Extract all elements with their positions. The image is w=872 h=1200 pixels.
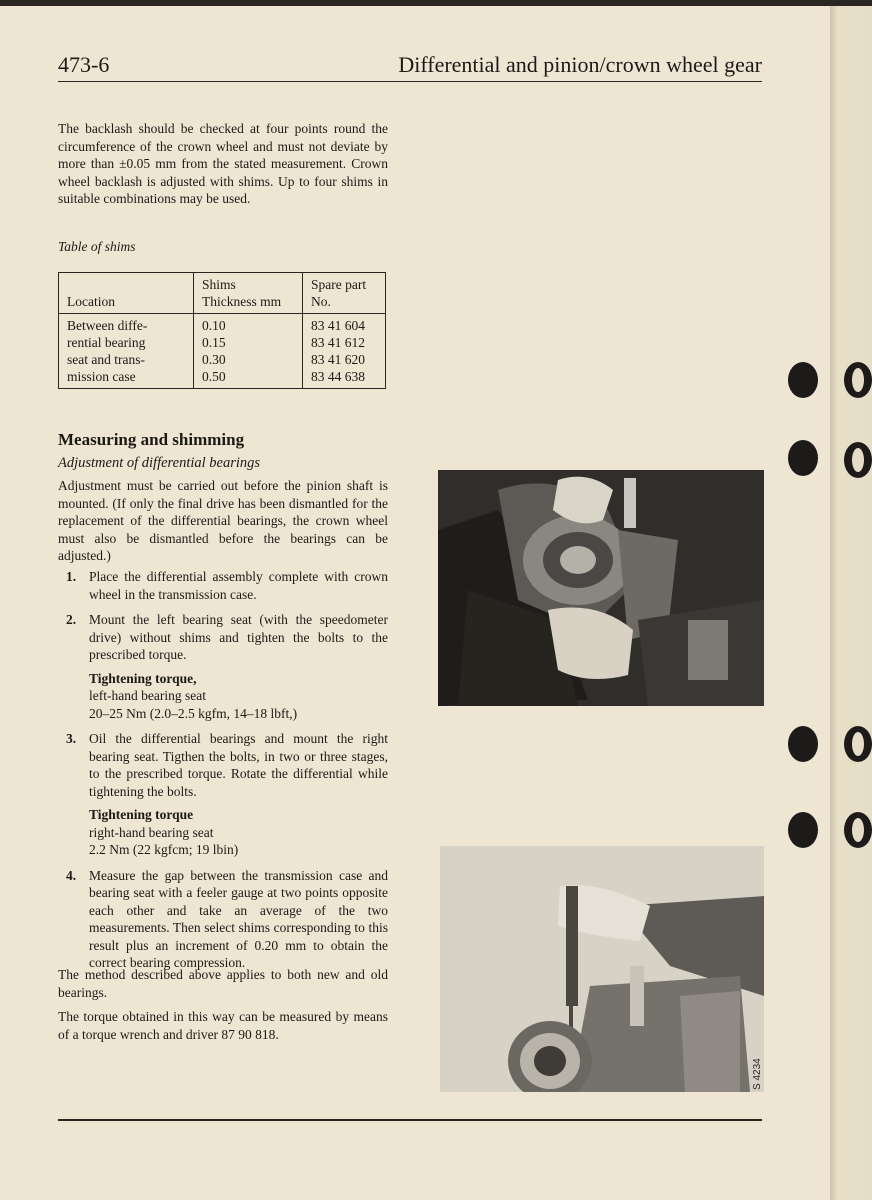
procedure-steps (58, 568, 388, 980)
table-caption: Table of shims (58, 239, 136, 254)
torque-spec-right: Tightening torque right-hand bearing seat 2.2 Nm (22 kgfcm; 19 lbin) (89, 807, 239, 857)
footer-rule (58, 1119, 762, 1121)
location-cell: Between diffe- rential bearing seat and trans- mission case (59, 314, 194, 389)
punch-hole (788, 362, 818, 398)
punch-hole (788, 726, 818, 762)
page-number: 473-6 (58, 52, 110, 77)
section-body: Adjustment must be carried out before the pinion shaft is mounted. (If only the final drive has been dismantled for the replacement of the differential bearings, the crown wheel must also be dismantled before the bearings can be adjusted.) (58, 478, 388, 563)
list-item: 4. Measure the gap between the transmission case and bearing seat with a feeler gauge at two points opposite each other and take an average of the two measurements. Then select shims corresponding to this result plus an increment of 0.20 mm to obtain the correct bearing compression. (66, 867, 388, 970)
punch-hole (844, 726, 872, 762)
column-header-location: Location (59, 273, 194, 314)
list-item: 2. Mount the left bearing seat (with the speedometer drive) without shims and tighten the bolts to the prescribed torque. Tightening torque, left-hand bearing seat 20–25 Nm (2.0–2.5 kgfm, 14–18 lbft,) (66, 612, 388, 721)
intro-text: The backlash should be checked at four points round the circumference of the crown wheel and must not deviate by more than ±0.05 mm from the stated measurement. Crown wheel backlash is adjusted with shims. Up to four shims in suitable combinations may be used. (58, 121, 388, 206)
column-header-shims: Shims Thickness mm (194, 273, 303, 314)
torque-wrench-photo (440, 846, 764, 1092)
running-title: Differential and pinion/crown wheel gear (398, 52, 762, 77)
part-number-cell: 83 41 604 83 41 612 83 41 620 83 44 638 (303, 314, 386, 389)
page-header (58, 52, 762, 82)
closing-paragraph-1: The method described above applies to both new and old bearings. (58, 967, 388, 1000)
header-rule (58, 81, 762, 82)
table-row (59, 314, 386, 389)
thickness-cell: 0.10 0.15 0.30 0.50 (194, 314, 303, 389)
list-item: 3. Oil the differential bearings and mount the right bearing seat. Tigthen the bolts, in two or three stages, to the prescribed torque. Rotate the differential while tightening the bolts. Tightening torque right-hand bearing seat 2.2 Nm (22 kgfcm; 19 lbin) (66, 731, 388, 857)
punch-hole (844, 442, 872, 478)
punch-hole (788, 440, 818, 476)
punch-hole (844, 812, 872, 848)
closing-paragraph-2: The torque obtained in this way can be measured by means of a torque wrench and driver 87 90 818. (58, 1009, 388, 1042)
differential-photo-illustration (438, 470, 764, 706)
section-heading: Measuring and shimming (58, 430, 245, 449)
figure-reference: S 4234 (752, 1058, 763, 1090)
differential-assembly-photo (438, 470, 764, 706)
torque-wrench-photo-illustration (440, 846, 764, 1092)
torque-spec-left: Tightening torque, left-hand bearing seat 20–25 Nm (2.0–2.5 kgfm, 14–18 lbft,) (89, 670, 298, 721)
list-item: 1. Place the differential assembly complete with crown wheel in the transmission case. (66, 569, 388, 602)
section-subheading: Adjustment of differential bearings (58, 455, 261, 471)
shims-table (58, 272, 386, 389)
punch-hole (788, 812, 818, 848)
intro-paragraph (58, 120, 388, 208)
punch-hole (844, 362, 872, 398)
table-header-row (59, 273, 386, 314)
column-header-part-no: Spare part No. (303, 273, 386, 314)
scan-top-edge (0, 0, 872, 6)
next-page-edge (830, 0, 872, 1200)
